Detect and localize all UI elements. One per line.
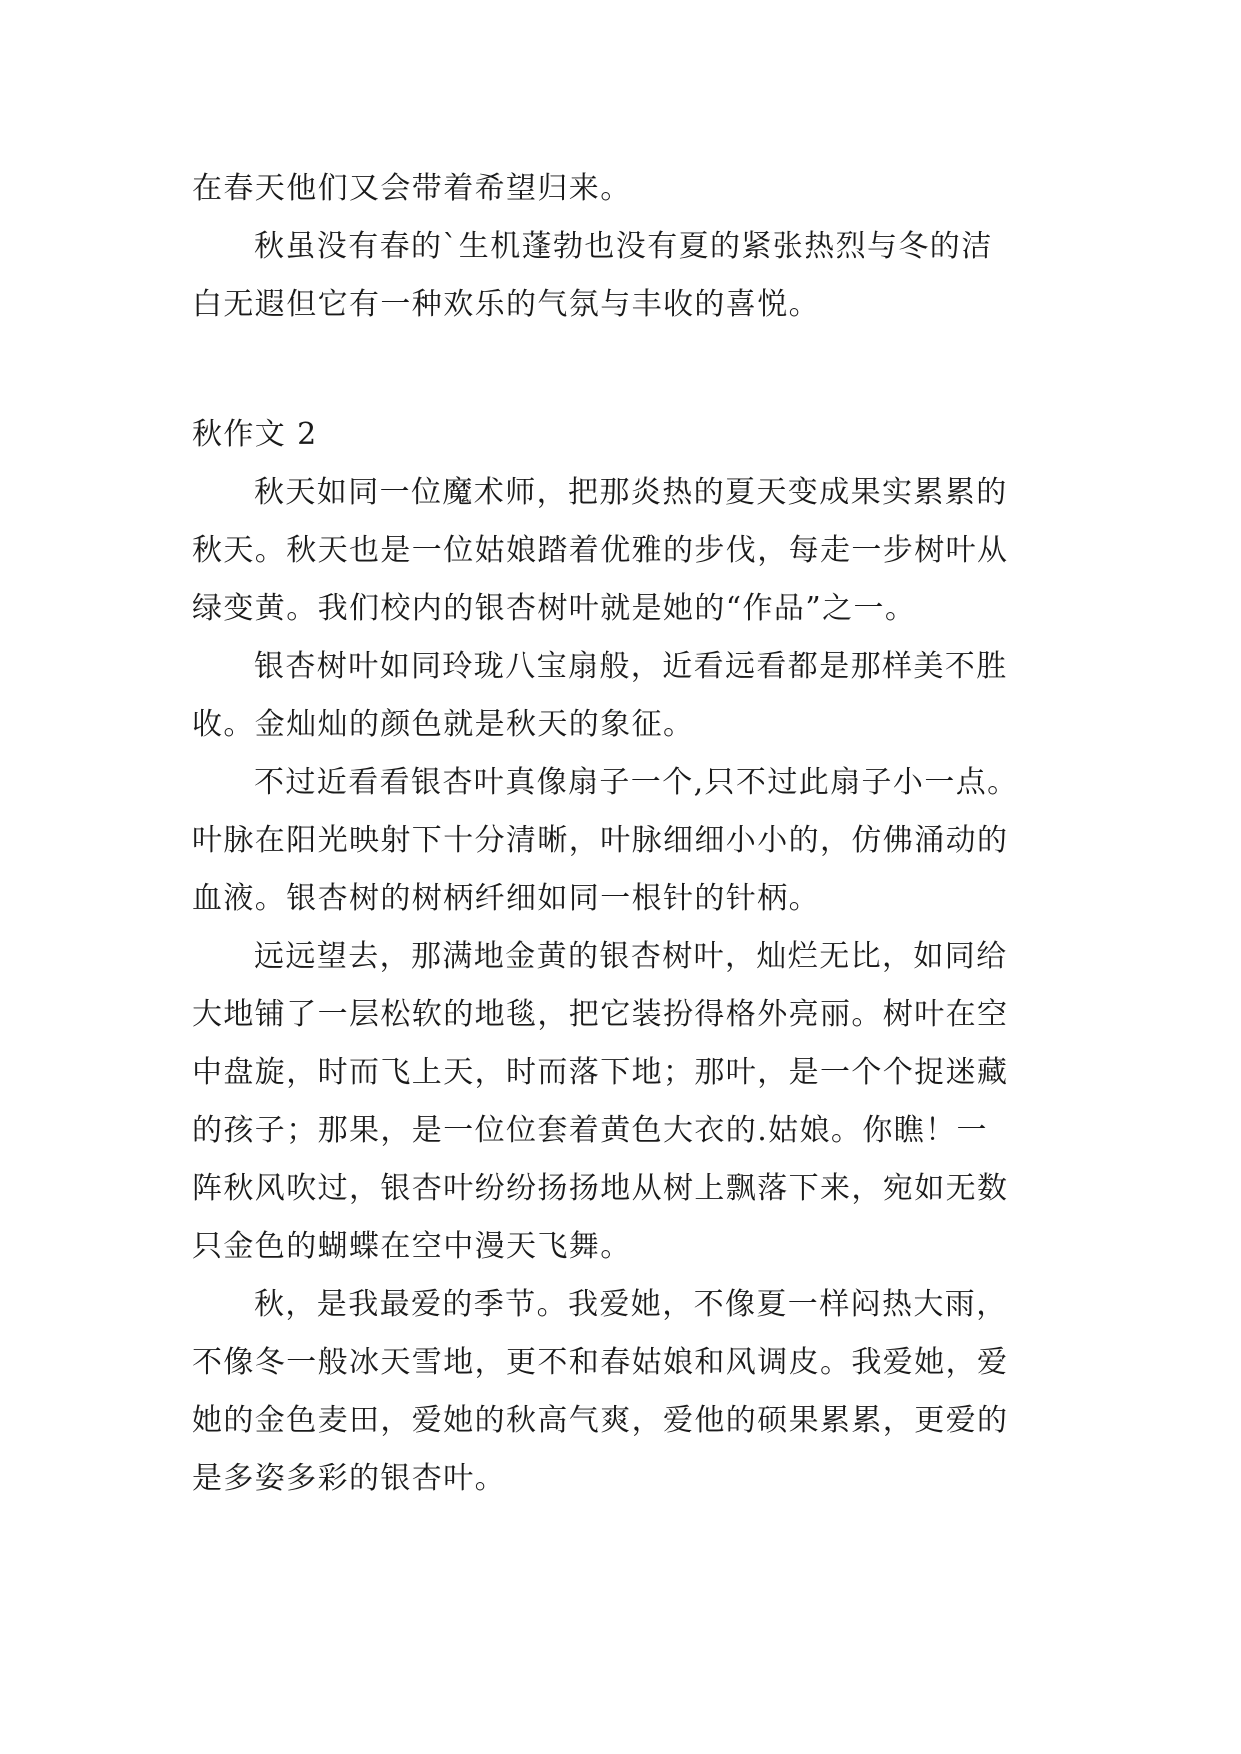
paragraph-line: 血液。银杏树的树柄纤细如同一根针的针柄。 (192, 881, 820, 916)
paragraph-line: 秋天。秋天也是一位姑娘踏着优雅的步伐，每走一步树叶从 (192, 533, 1009, 568)
paragraph-line: 银杏树叶如同玲珑八宝扇般，近看远看都是那样美不胜 (254, 649, 1008, 684)
paragraph-line: 的孩子；那果，是一位位套着黄色大衣的.姑娘。你瞧！一 (192, 1113, 988, 1148)
section-gap (192, 334, 1052, 406)
paragraph-line: 秋，是我最爱的季节。我爱她，不像夏一样闷热大雨， (254, 1287, 1008, 1322)
paragraph-line: 不像冬一般冰天雪地，更不和春姑娘和风调皮。我爱她，爱 (192, 1345, 1009, 1380)
paragraph-line: 秋天如同一位魔术师，把那炎热的夏天变成果实累累的 (254, 475, 1008, 510)
paragraph-line: 绿变黄。我们校内的银杏树叶就是她的“作品”之一。 (192, 591, 917, 626)
paragraph-line: 阵秋风吹过，银杏叶纷纷扬扬地从树上飘落下来，宛如无数 (192, 1171, 1009, 1206)
paragraph-line: 是多姿多彩的银杏叶。 (192, 1461, 506, 1496)
paragraph-line: 在春天他们又会带着希望归来。 (192, 171, 632, 206)
paragraph-line: 收。金灿灿的颜色就是秋天的象征。 (192, 707, 695, 742)
paragraph-line: 叶脉在阳光映射下十分清晰，叶脉细细小小的，仿佛涌动的 (192, 823, 1009, 858)
paragraph-line: 不过近看看银杏叶真像扇子一个,只不过此扇子小一点。 (254, 765, 1019, 800)
paragraph-line: 秋虽没有春的`生机蓬勃也没有夏的紧张热烈与冬的洁 (254, 229, 993, 264)
paragraph-line: 只金色的蝴蝶在空中漫天飞舞。 (192, 1229, 632, 1264)
paragraph-line: 白无遐但它有一种欢乐的气氛与丰收的喜悦。 (192, 287, 820, 322)
paragraph-line: 远远望去，那满地金黄的银杏树叶，灿烂无比，如同给 (254, 939, 1008, 974)
section-title: 秋作文 2 (192, 417, 318, 452)
paragraph-line: 大地铺了一层松软的地毯，把它装扮得格外亮丽。树叶在空 (192, 997, 1009, 1032)
paragraph-line: 中盘旋，时而飞上天，时而落下地；那叶，是一个个捉迷藏 (192, 1055, 1009, 1090)
document-body (192, 160, 1052, 1508)
paragraph-line: 她的金色麦田，爱她的秋高气爽，爱他的硕果累累，更爱的 (192, 1403, 1009, 1438)
